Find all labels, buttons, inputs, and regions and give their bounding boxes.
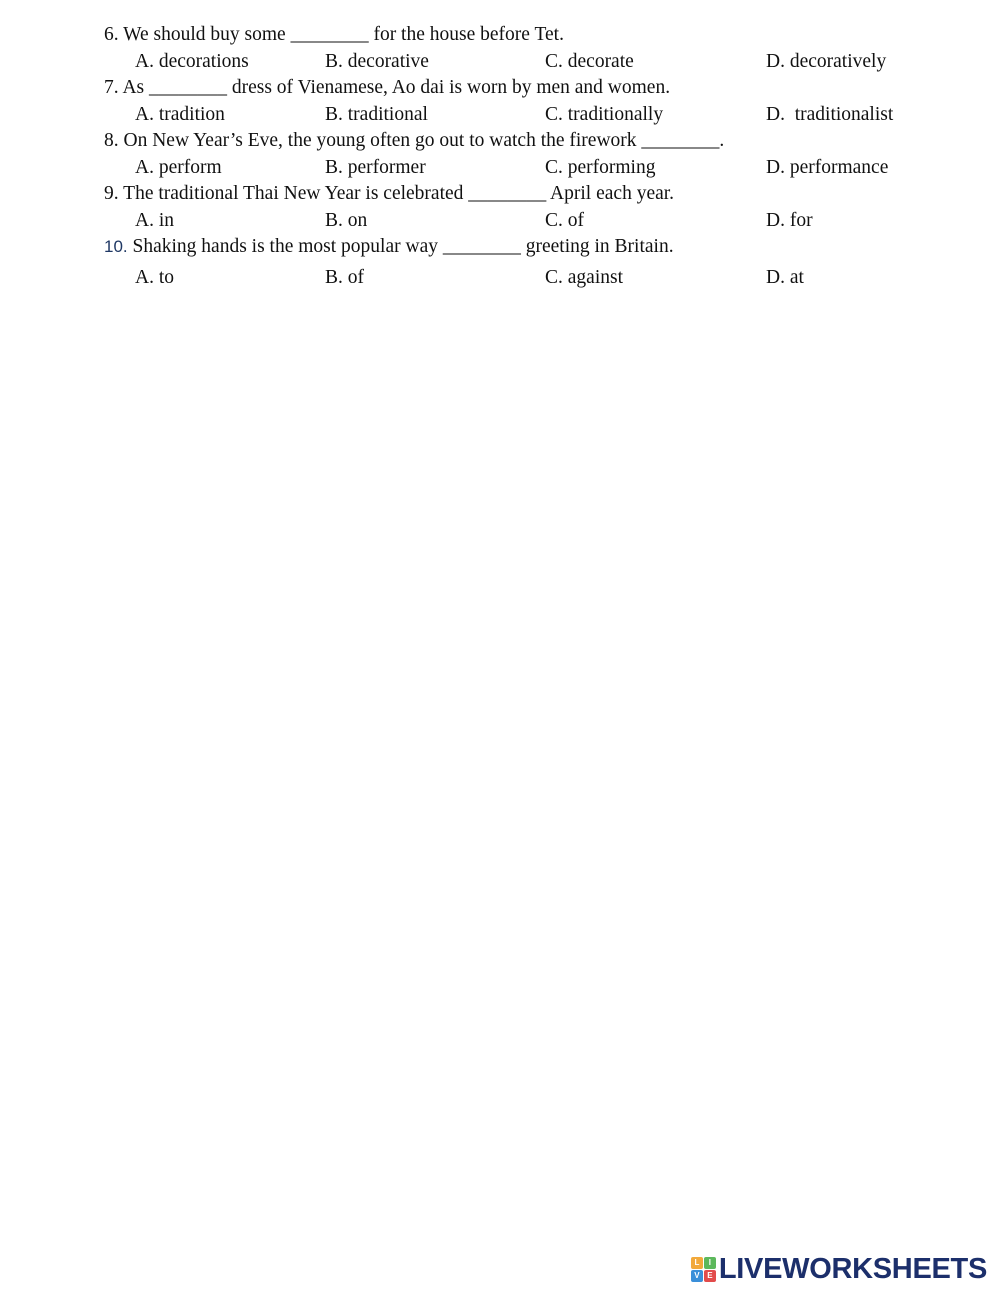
question-6 xyxy=(104,22,984,75)
question-number: 6. xyxy=(104,24,119,45)
option-c[interactable]: C. decorate xyxy=(545,50,634,72)
logo-letter: V xyxy=(691,1270,703,1282)
logo-letter: E xyxy=(704,1270,716,1282)
option-a[interactable]: A. to xyxy=(135,266,174,288)
logo-letter: L xyxy=(691,1257,703,1269)
answer-options xyxy=(104,208,984,235)
brand-name: LIVEWORKSHEETS xyxy=(718,1253,987,1285)
question-text: The traditional Thai New Year is celebrated ________ April each year. xyxy=(123,183,675,204)
logo-letter: I xyxy=(704,1257,716,1269)
option-d[interactable]: D. for xyxy=(766,209,813,231)
answer-options xyxy=(104,155,984,182)
option-d[interactable]: D. at xyxy=(766,266,804,288)
question-number: 9. xyxy=(104,183,119,204)
question-number: 8. xyxy=(104,130,119,151)
option-c[interactable]: C. of xyxy=(545,209,584,231)
option-a[interactable]: A. tradition xyxy=(135,103,225,125)
question-text: On New Year’s Eve, the young often go out to watch the firework ________. xyxy=(123,130,725,151)
answer-options xyxy=(104,49,984,76)
option-b[interactable]: B. traditional xyxy=(325,103,428,125)
option-c[interactable]: C. traditionally xyxy=(545,103,664,125)
option-a[interactable]: A. decorations xyxy=(135,50,249,72)
option-d[interactable]: D. decoratively xyxy=(766,50,887,72)
question-number: 10. xyxy=(104,237,128,256)
question-stem xyxy=(104,75,984,102)
option-a[interactable]: A. in xyxy=(135,209,174,231)
question-stem xyxy=(104,22,984,49)
answer-options xyxy=(104,261,984,295)
question-stem xyxy=(104,128,984,155)
question-stem xyxy=(104,234,984,261)
liveworksheets-brand xyxy=(691,1254,987,1284)
question-text: We should buy some ________ for the house before Tet. xyxy=(123,24,564,45)
question-number: 7. xyxy=(104,77,119,98)
option-c[interactable]: C. performing xyxy=(545,156,656,178)
option-b[interactable]: B. performer xyxy=(325,156,426,178)
worksheet xyxy=(104,22,984,295)
liveworksheets-logo-icon xyxy=(691,1257,716,1282)
answer-options xyxy=(104,102,984,129)
option-b[interactable]: B. of xyxy=(325,266,364,288)
option-b[interactable]: B. decorative xyxy=(325,50,429,72)
question-8 xyxy=(104,128,984,181)
option-d[interactable]: D. performance xyxy=(766,156,889,178)
question-7 xyxy=(104,75,984,128)
option-a[interactable]: A. perform xyxy=(135,156,222,178)
question-stem xyxy=(104,181,984,208)
question-text: Shaking hands is the most popular way ________ greeting in Britain. xyxy=(132,236,674,257)
option-d[interactable]: D. traditionalist xyxy=(766,103,894,125)
question-10 xyxy=(104,234,984,295)
option-b[interactable]: B. on xyxy=(325,209,368,231)
question-text: As ________ dress of Vienamese, Ao dai is worn by men and women. xyxy=(122,77,671,98)
question-9 xyxy=(104,181,984,234)
option-c[interactable]: C. against xyxy=(545,266,623,288)
